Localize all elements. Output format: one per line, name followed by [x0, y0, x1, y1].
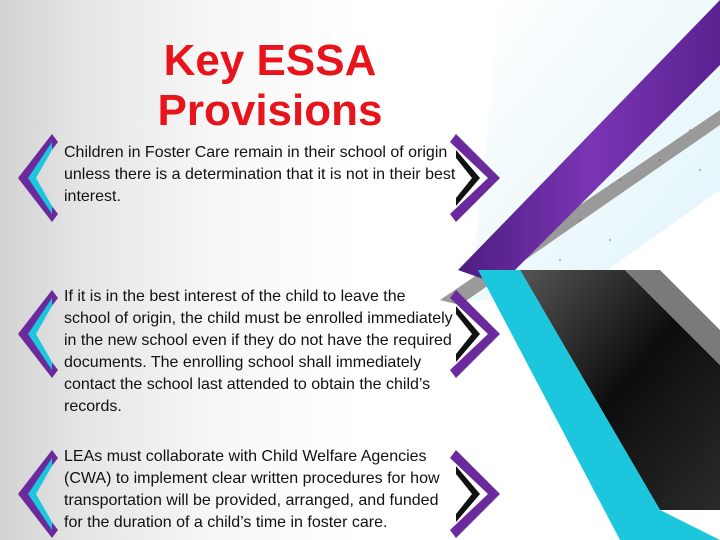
title-line-2: Provisions [157, 86, 383, 135]
title-line-1: Key ESSA [163, 36, 377, 85]
bullet-text-transportation: LEAs must collaborate with Child Welfare Agencies (CWA) to implement clear written procedures for how transportation will be provided, arranged, and funded for the duration of a child’s time in foster care. [64, 448, 440, 531]
page-title [120, 36, 420, 136]
bullet-text-foster-care: Children in Foster Care remain in their school of origin unless there is a determination that it is not in their best interest. [64, 144, 456, 205]
bullet-text-best-interest: If it is in the best interest of the child to leave the school of origin, the child must be enrolled immediately in the new school even if they do not have the required documents. The enrolling school shall immediately contact the school last attended to obtain the child’s records. [64, 288, 453, 415]
chevron-bracket-icon [18, 134, 58, 538]
